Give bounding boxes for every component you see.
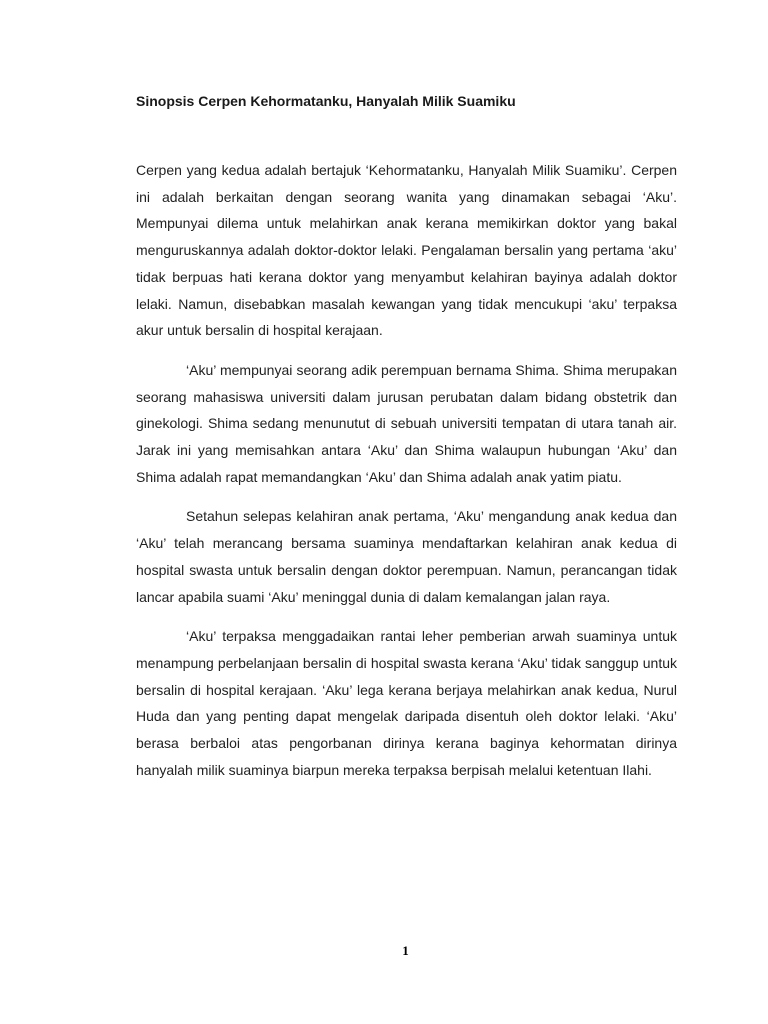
paragraph-1: Cerpen yang kedua adalah bertajuk ‘Kehormatanku, Hanyalah Milik Suamiku’. Cerpen ini adalah berkaitan dengan seorang wanita yang dinamakan sebagai ‘Aku’. Mempunyai dilema untuk melahirkan anak kerana memikirkan doktor yang bakal menguruskannya adalah doktor-doktor lelaki. Pengalaman bersalin yang pertama ‘aku’ tidak berpuas hati kerana doktor yang menyambut kelahiran bayinya adalah doktor lelaki. Namun, disebabkan masalah kewangan yang tidak mencukupi ‘aku’ terpaksa akur untuk bersalin di hospital kerajaan. xyxy=(136,162,677,339)
paragraph-2: ‘Aku’ mempunyai seorang adik perempuan bernama Shima. Shima merupakan seorang mahasiswa universiti dalam jurusan perubatan dalam bidang obstetrik dan ginekologi. Shima sedang menunutut di sebuah universiti tempatan di utara tanah air. Jarak ini yang memisahkan antara ‘Aku’ dan Shima walaupun hubungan ‘Aku’ dan Shima adalah rapat memandangkan ‘Aku’ dan Shima adalah anak yatim piatu. xyxy=(136,361,677,485)
paragraph-4: ‘Aku’ terpaksa menggadaikan rantai leher pemberian arwah suaminya untuk menampung perbelanjaan bersalin di hospital swasta kerana ‘Aku’ tidak sanggup untuk bersalin di hospital kerajaan. ‘Aku’ lega kerana berjaya melahirkan anak kedua, Nurul Huda dan yang penting dapat mengelak daripada disentuh oleh doktor lelaki. ‘Aku’ berasa berbaloi atas pengorbanan dirinya kerana baginya kehormatan dirinya hanyalah milik suaminya biarpun mereka terpaksa berpisah melalui ketentuan Ilahi. xyxy=(136,628,677,778)
document-title: Sinopsis Cerpen Kehormatanku, Hanyalah Milik Suamiku xyxy=(136,93,516,109)
page-number: 1 xyxy=(402,943,409,958)
paragraph-3: Setahun selepas kelahiran anak pertama, ‘Aku’ mengandung anak kedua dan ‘Aku’ telah merancang bersama suaminya mendaftarkan kelahiran anak kedua di hospital swasta untuk bersalin dengan doktor perempuan. Namun, perancangan tidak lancar apabila suami ‘Aku’ meninggal dunia di dalam kemalangan jalan raya. xyxy=(136,508,677,605)
document-body xyxy=(136,157,677,796)
